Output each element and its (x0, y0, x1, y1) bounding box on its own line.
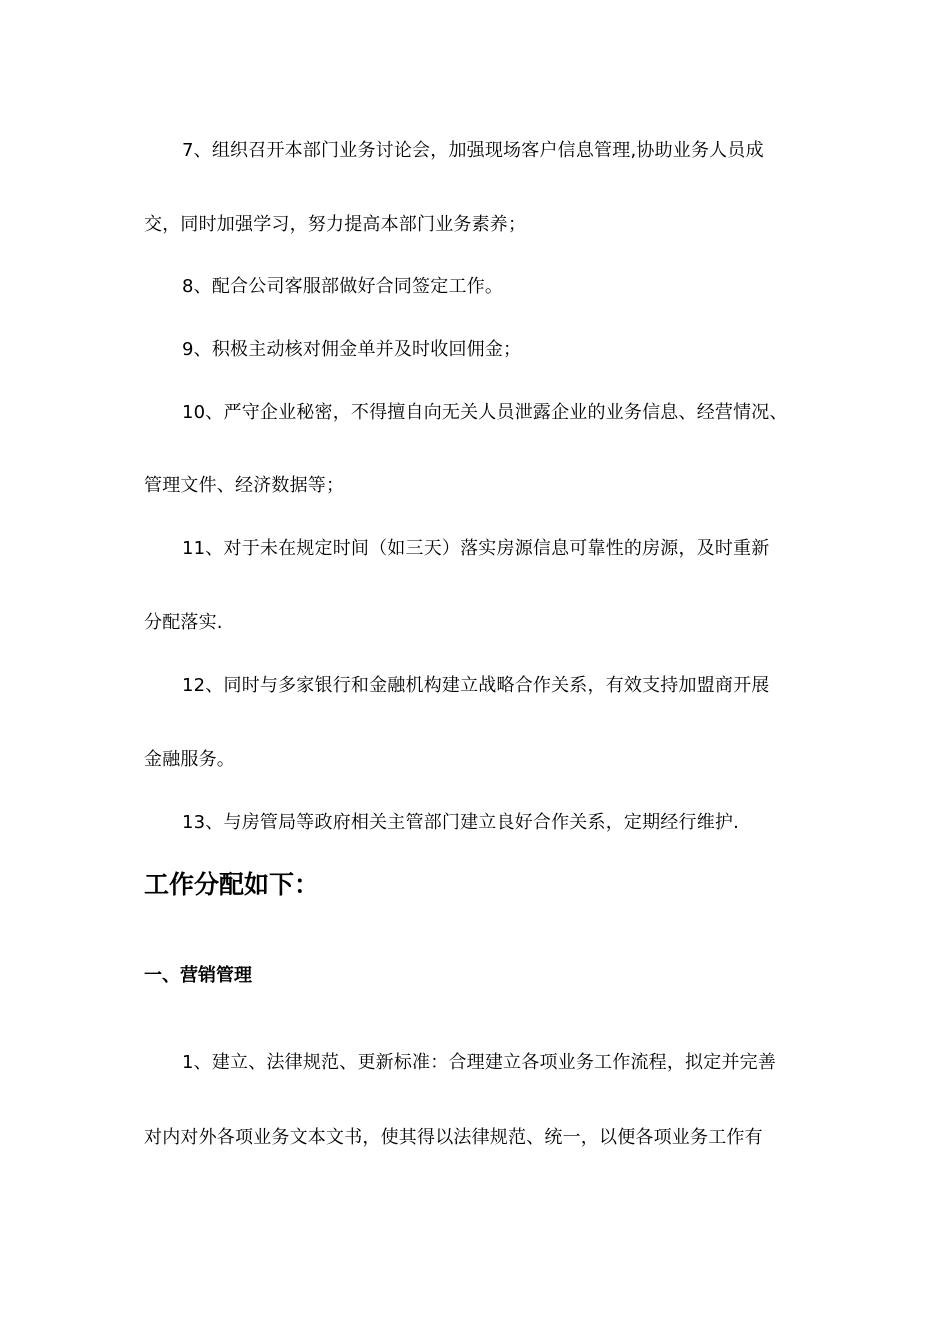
paragraph-line: 9、积极主动核对佣金单并及时收回佣金； (182, 339, 522, 360)
paragraph-line: 1、建立、法律规范、更新标准：合理建立各项业务工作流程，拟定并完善 (182, 1052, 777, 1073)
paragraph-line: 对内对外各项业务文本文书，使其得以法律规范、统一，以便各项业务工作有 (144, 1127, 763, 1148)
heading-work-allocation: 工作分配如下： (144, 870, 320, 899)
paragraph-line: 交，同时加强学习，努力提高本部门业务素养； (144, 214, 527, 235)
paragraph-line: 11、对于未在规定时间（如三天）落实房源信息可靠性的房源，及时重新 (182, 538, 770, 559)
paragraph-line: 13、与房管局等政府相关主管部门建立良好合作关系，定期经行维护. (182, 812, 740, 833)
paragraph-line: 金融服务。 (144, 749, 235, 770)
paragraph-line: 管理文件、经济数据等； (144, 475, 345, 496)
paragraph-line: 8、配合公司客服部做好合同签定工作。 (182, 276, 504, 297)
paragraph-line: 7、组织召开本部门业务讨论会，加强现场客户信息管理,协助业务人员成 (182, 140, 764, 161)
paragraph-line: 分配落实. (144, 612, 223, 633)
paragraph-line: 12、同时与多家银行和金融机构建立战略合作关系，有效支持加盟商开展 (182, 675, 770, 696)
heading-marketing-management: 一、营销管理 (144, 965, 252, 986)
paragraph-line: 10、严守企业秘密，不得擅自向无关人员泄露企业的业务信息、经营情况、 (182, 402, 788, 423)
